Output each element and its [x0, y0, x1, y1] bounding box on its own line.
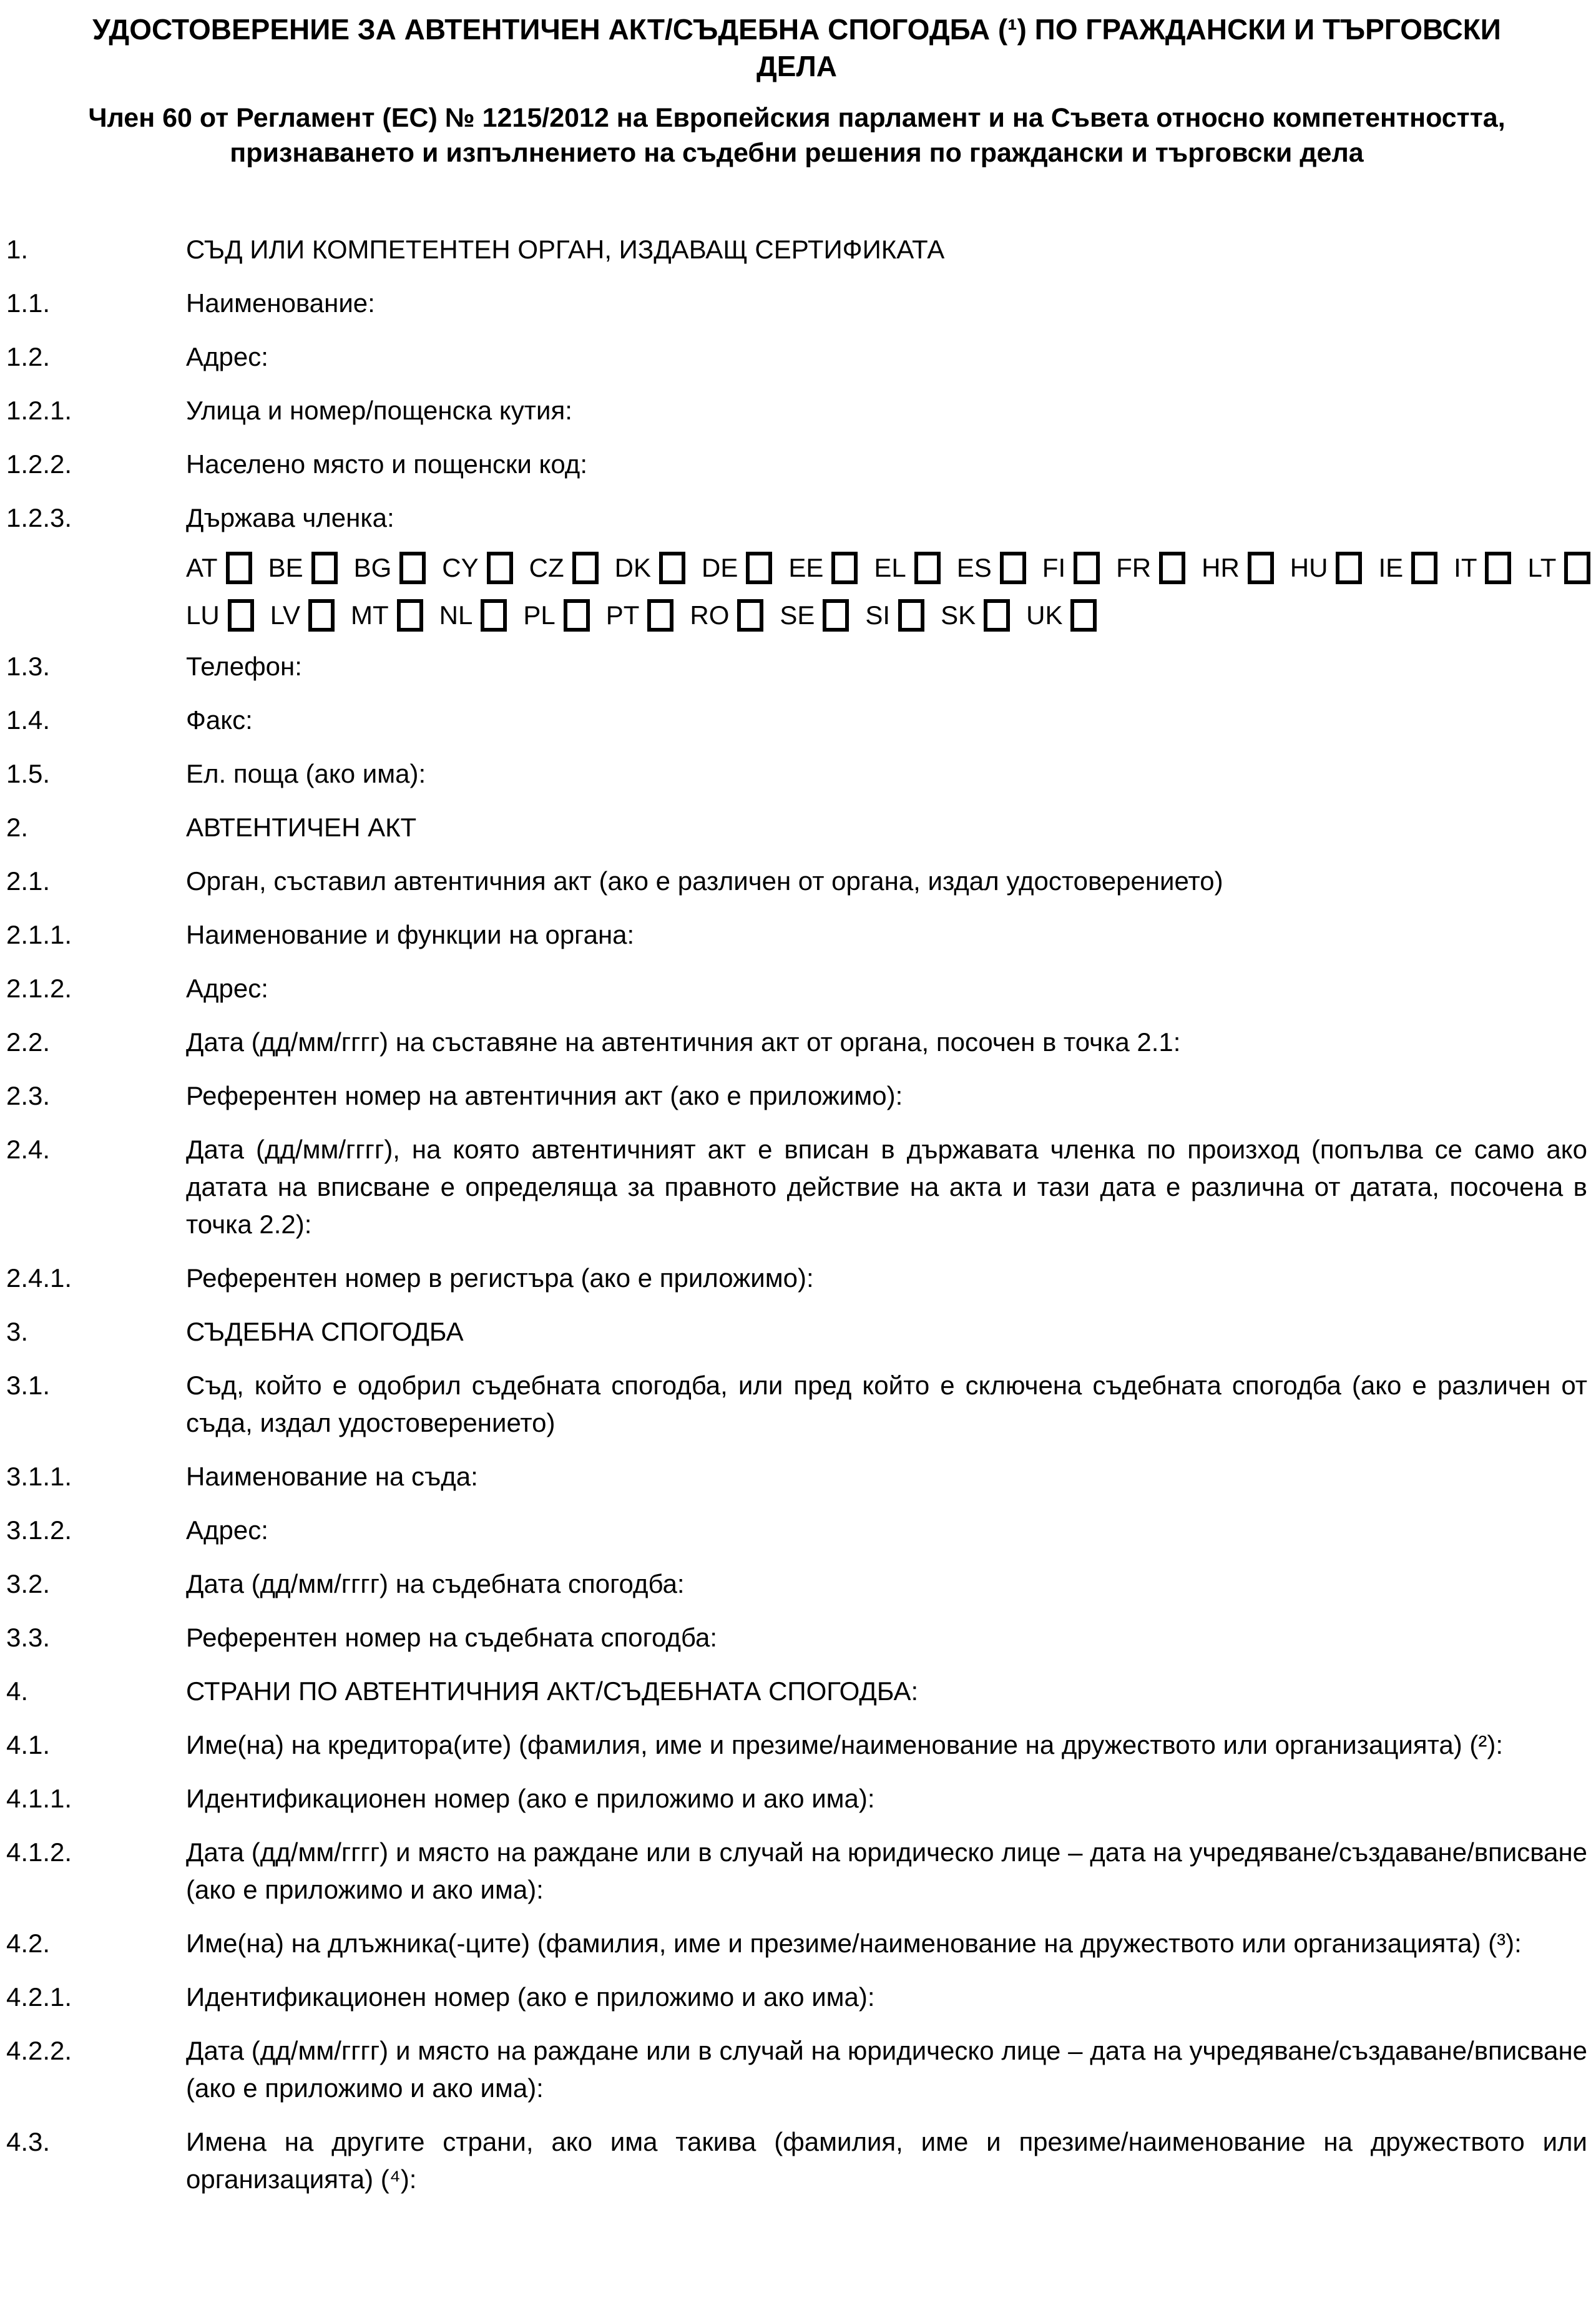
item-number: 2.1.1. — [6, 919, 72, 949]
member-state-checkbox-MT[interactable] — [397, 599, 423, 632]
member-state-checkbox-NL[interactable] — [481, 599, 507, 632]
member-state-RO — [690, 599, 763, 632]
item-label: Наименование и функции на органа: — [186, 919, 635, 949]
item-label: Телефон: — [186, 651, 302, 681]
member-state-checkbox-AT[interactable] — [226, 552, 252, 584]
member-state-UK — [1026, 599, 1097, 632]
item-number: 4.1. — [6, 1729, 51, 1759]
form-item-row — [6, 392, 1587, 429]
member-state-code-IE: IE — [1378, 552, 1404, 582]
item-content — [186, 1458, 1587, 1495]
member-state-checkbox-RO[interactable] — [737, 599, 763, 632]
form-item-row — [6, 1834, 1587, 1909]
form-item-row — [6, 1024, 1587, 1061]
item-number: 1.2.3. — [6, 502, 72, 532]
form-item-row — [6, 338, 1587, 376]
member-state-checkbox-FI[interactable] — [1074, 552, 1100, 584]
member-state-BE — [268, 552, 338, 584]
document-header — [6, 11, 1587, 171]
form-item-row — [6, 1925, 1587, 1962]
member-state-LT — [1527, 552, 1590, 584]
form-item-row — [6, 1565, 1587, 1603]
item-number: 1.2.2. — [6, 449, 72, 479]
member-state-code-SI: SI — [865, 600, 891, 630]
form-item-row — [6, 1512, 1587, 1549]
item-number: 4.1.1. — [6, 1783, 72, 1813]
member-state-SI — [865, 599, 924, 632]
form-item-row — [6, 231, 1587, 268]
item-number: 2.4.1. — [6, 1263, 72, 1293]
member-state-ES — [957, 552, 1026, 584]
member-state-code-PT: PT — [605, 600, 640, 630]
item-number: 2.4. — [6, 1134, 51, 1164]
member-state-code-SE: SE — [780, 600, 815, 630]
item-number: 1.2. — [6, 341, 51, 371]
member-state-code-RO: RO — [690, 600, 730, 630]
member-state-code-AT: AT — [186, 552, 218, 582]
member-state-SE — [780, 599, 849, 632]
member-state-PT — [606, 599, 674, 632]
member-state-checkbox-SK[interactable] — [984, 599, 1010, 632]
member-states-row-2 — [186, 599, 1587, 632]
item-number: 4.2. — [6, 1928, 51, 1958]
item-number: 1.2.1. — [6, 395, 72, 425]
form-item-row — [6, 1131, 1587, 1243]
item-number: 3.1.1. — [6, 1461, 72, 1491]
form-item-row — [6, 2032, 1587, 2107]
item-content — [186, 338, 1587, 376]
member-state-BG — [354, 552, 426, 584]
item-number: 1.5. — [6, 758, 51, 788]
item-label: Държава членка: — [186, 502, 394, 532]
member-state-HU — [1290, 552, 1363, 584]
item-label: Наименование на съда: — [186, 1461, 478, 1491]
form-item-row — [6, 916, 1587, 954]
member-state-FI — [1042, 552, 1100, 584]
form-item-row — [6, 1259, 1587, 1297]
member-state-checkbox-IT[interactable] — [1485, 552, 1511, 584]
member-state-checkbox-PL[interactable] — [564, 599, 590, 632]
form-item-row — [6, 1726, 1587, 1764]
item-content — [186, 970, 1587, 1007]
item-label: Наименование: — [186, 288, 375, 318]
item-content — [186, 1834, 1587, 1909]
member-state-checkbox-HR[interactable] — [1248, 552, 1274, 584]
member-state-LV — [270, 599, 335, 632]
member-state-code-UK: UK — [1026, 600, 1063, 630]
item-content — [186, 1565, 1587, 1603]
item-label: СЪД ИЛИ КОМПЕТЕНТЕН ОРГАН, ИЗДАВАЩ СЕРТИФИКАТА — [186, 234, 945, 264]
item-content — [186, 285, 1587, 322]
member-state-checkbox-DE[interactable] — [746, 552, 772, 584]
item-content — [186, 1726, 1587, 1764]
item-number: 3.3. — [6, 1622, 51, 1652]
item-label: Факс: — [186, 705, 253, 735]
item-content — [186, 1259, 1587, 1297]
item-number: 4.2.1. — [6, 1982, 72, 2012]
item-content — [186, 392, 1587, 429]
member-state-checkbox-EL[interactable] — [914, 552, 941, 584]
form-item-row — [6, 2123, 1587, 2198]
item-number: 2. — [6, 812, 29, 842]
member-state-MT — [351, 599, 423, 632]
member-state-code-DK: DK — [614, 552, 651, 582]
item-label: СТРАНИ ПО АВТЕНТИЧНИЯ АКТ/СЪДЕБНАТА СПОГОДБА: — [186, 1676, 919, 1706]
member-state-checkbox-LV[interactable] — [308, 599, 335, 632]
item-content — [186, 916, 1587, 954]
member-state-CZ — [529, 552, 599, 584]
item-label: Референтен номер в регистъра (ако е приложимо): — [186, 1263, 814, 1293]
item-number: 4.3. — [6, 2126, 51, 2156]
item-label: Име(на) на кредитора(ите) (фамилия, име и презиме/наименование на дружеството или организацията) (²): — [186, 1729, 1504, 1759]
form-item-row — [6, 702, 1587, 739]
form-items — [6, 231, 1587, 2198]
form-item-row — [6, 648, 1587, 685]
member-state-code-PL: PL — [523, 600, 556, 630]
member-state-IT — [1454, 552, 1511, 584]
member-state-code-ES: ES — [956, 552, 992, 582]
member-state-code-CY: CY — [442, 552, 479, 582]
item-content — [186, 1673, 1587, 1710]
item-number: 1.4. — [6, 705, 51, 735]
item-number: 1. — [6, 234, 29, 264]
item-label: Дата (дд/мм/гггг) и място на раждане или в случай на юридическо лице – дата на учредяване/създаване/вписване (ако е приложимо и ако има): — [186, 2035, 1587, 2103]
form-item-row — [6, 1313, 1587, 1351]
item-content — [186, 863, 1587, 900]
member-state-code-FI: FI — [1042, 552, 1066, 582]
form-item-row — [6, 1458, 1587, 1495]
item-content — [186, 1978, 1587, 2016]
item-number: 2.2. — [6, 1027, 51, 1057]
form-item-row — [6, 1978, 1587, 2016]
member-state-AT — [186, 552, 252, 584]
item-content — [186, 1512, 1587, 1549]
member-state-checkbox-LT[interactable] — [1564, 552, 1590, 584]
member-state-PL — [523, 599, 589, 632]
item-label: Имена на другите страни, ако има такива (фамилия, име и презиме/наименование на дружеството или организацията) (⁴): — [186, 2126, 1587, 2194]
form-item-row — [6, 1077, 1587, 1115]
member-state-code-HR: HR — [1202, 552, 1240, 582]
item-label: Име(на) на длъжника(-ците) (фамилия, име и презиме/наименование на дружеството или организацията) (³): — [186, 1928, 1522, 1958]
member-state-code-CZ: CZ — [529, 552, 564, 582]
item-label: Населено място и пощенски код: — [186, 449, 587, 479]
item-label: Адрес: — [186, 973, 268, 1003]
item-number: 4.2.2. — [6, 2035, 72, 2065]
member-state-checkbox-ES[interactable] — [1000, 552, 1026, 584]
member-state-checkbox-SE[interactable] — [823, 599, 849, 632]
form-item-row — [6, 1619, 1587, 1656]
member-state-code-BG: BG — [353, 552, 392, 582]
item-content — [186, 1925, 1587, 1962]
member-state-code-IT: IT — [1454, 552, 1477, 582]
item-label: Улица и номер/пощенска кутия: — [186, 395, 572, 425]
member-state-code-FR: FR — [1116, 552, 1152, 582]
member-state-HR — [1202, 552, 1274, 584]
item-content — [186, 1024, 1587, 1061]
member-state-code-BE: BE — [268, 552, 303, 582]
member-state-checkbox-HU[interactable] — [1336, 552, 1362, 584]
item-content — [186, 1780, 1587, 1817]
item-label: Адрес: — [186, 1515, 268, 1545]
form-item-row — [6, 446, 1587, 483]
item-label: АВТЕНТИЧЕН АКТ — [186, 812, 417, 842]
item-label: Съд, който е одобрил съдебната спогодба, или пред който е сключена съдебната спогодба (ако е различен от съда, издал удостоверението) — [186, 1370, 1587, 1437]
member-state-checkbox-SI[interactable] — [898, 599, 924, 632]
member-state-checkbox-FR[interactable] — [1159, 552, 1185, 584]
member-state-NL — [439, 599, 507, 632]
item-number: 4. — [6, 1676, 29, 1706]
member-state-checkbox-DK[interactable] — [659, 552, 685, 584]
item-content — [186, 648, 1587, 685]
item-label: Дата (дд/мм/гггг) на съдебната спогодба: — [186, 1568, 685, 1598]
item-number: 3. — [6, 1316, 29, 1346]
member-state-checkbox-PT[interactable] — [647, 599, 673, 632]
item-content — [186, 1313, 1587, 1351]
member-state-checkbox-BG[interactable] — [399, 552, 426, 584]
member-state-checkbox-CY[interactable] — [487, 552, 513, 584]
form-item-row — [6, 1780, 1587, 1817]
item-label: Дата (дд/мм/гггг), на която автентичният акт е вписан в държавата членка по произход (попълва се само ако датата на вписване е определяща за правното действие на акта и тази дата е различна от датата, посочена в точка 2.2): — [186, 1134, 1587, 1239]
member-state-code-LT: LT — [1527, 552, 1557, 582]
document-title: УДОСТОВЕРЕНИЕ ЗА АВТЕНТИЧЕН АКТ/СЪДЕБНА СПОГОДБА (¹) ПО ГРАЖДАНСКИ И ТЪРГОВСКИ ДЕЛА — [92, 13, 1501, 82]
item-content — [186, 446, 1587, 483]
item-number: 1.3. — [6, 651, 51, 681]
member-state-code-EL: EL — [874, 552, 906, 582]
item-label: Ел. поща (ако има): — [186, 758, 426, 788]
item-content — [186, 1077, 1587, 1115]
item-label: Дата (дд/мм/гггг) на съставяне на автентичния акт от органа, посочен в точка 2.1: — [186, 1027, 1181, 1057]
item-label: Орган, съставил автентичния акт (ако е различен от органа, издал удостоверението) — [186, 866, 1223, 896]
item-content — [186, 499, 1587, 632]
form-item-row — [6, 809, 1587, 846]
member-state-checkbox-CZ[interactable] — [572, 552, 599, 584]
form-item-row — [6, 499, 1587, 632]
member-state-checkbox-UK[interactable] — [1070, 599, 1097, 632]
member-state-FR — [1116, 552, 1185, 584]
item-content — [186, 1619, 1587, 1656]
item-content — [186, 1367, 1587, 1442]
member-state-CY — [442, 552, 512, 584]
member-state-checkbox-LU[interactable] — [228, 599, 254, 632]
form-item-row — [6, 1367, 1587, 1442]
form-item-row — [6, 863, 1587, 900]
member-state-SK — [941, 599, 1010, 632]
item-content — [186, 755, 1587, 793]
item-number: 2.1. — [6, 866, 51, 896]
member-state-code-LU: LU — [186, 600, 220, 630]
member-state-code-MT: MT — [350, 600, 389, 630]
item-label: Референтен номер на съдебната спогодба: — [186, 1622, 718, 1652]
document-subtitle: Член 60 от Регламент (ЕС) № 1215/2012 на Европейския парламент и на Съвета относно компетентността, признаването и изпълнението на съдебни решения по граждански и търговски дела — [88, 102, 1505, 168]
item-number: 4.1.2. — [6, 1837, 72, 1867]
item-label: Референтен номер на автентичния акт (ако е приложимо): — [186, 1080, 903, 1110]
item-content — [186, 2123, 1587, 2198]
member-state-code-DE: DE — [702, 552, 738, 582]
member-state-code-HU: HU — [1290, 552, 1328, 582]
member-state-checkbox-BE[interactable] — [311, 552, 338, 584]
member-states-row-1 — [186, 552, 1587, 584]
item-number: 2.3. — [6, 1080, 51, 1110]
item-label: Дата (дд/мм/гггг) и място на раждане или в случай на юридическо лице – дата на учредяване/създаване/вписване (ако е приложимо и ако има): — [186, 1837, 1587, 1904]
member-state-EE — [788, 552, 858, 584]
item-content — [186, 809, 1587, 846]
item-label: Идентификационен номер (ако е приложимо и ако има): — [186, 1982, 875, 2012]
member-state-code-SK: SK — [941, 600, 976, 630]
member-state-checkbox-IE[interactable] — [1411, 552, 1437, 584]
member-state-DK — [615, 552, 685, 584]
form-item-row — [6, 970, 1587, 1007]
item-label: СЪДЕБНА СПОГОДБА — [186, 1316, 464, 1346]
item-number: 3.1.2. — [6, 1515, 72, 1545]
member-state-EL — [874, 552, 940, 584]
member-state-checkbox-EE[interactable] — [831, 552, 858, 584]
item-number: 3.1. — [6, 1370, 51, 1400]
item-label: Адрес: — [186, 341, 268, 371]
member-state-IE — [1378, 552, 1437, 584]
member-state-code-EE: EE — [788, 552, 824, 582]
item-label: Идентификационен номер (ако е приложимо и ако има): — [186, 1783, 875, 1813]
item-number: 2.1.2. — [6, 973, 72, 1003]
member-state-code-LV: LV — [270, 600, 300, 630]
item-content — [186, 2032, 1587, 2107]
form-item-row — [6, 1673, 1587, 1710]
item-content — [186, 702, 1587, 739]
member-state-LU — [186, 599, 254, 632]
member-state-code-NL: NL — [439, 600, 473, 630]
form-item-row — [6, 755, 1587, 793]
item-number: 1.1. — [6, 288, 51, 318]
item-content — [186, 231, 1587, 268]
item-content — [186, 1131, 1587, 1243]
item-number: 3.2. — [6, 1568, 51, 1598]
member-state-DE — [702, 552, 772, 584]
form-item-row — [6, 285, 1587, 322]
